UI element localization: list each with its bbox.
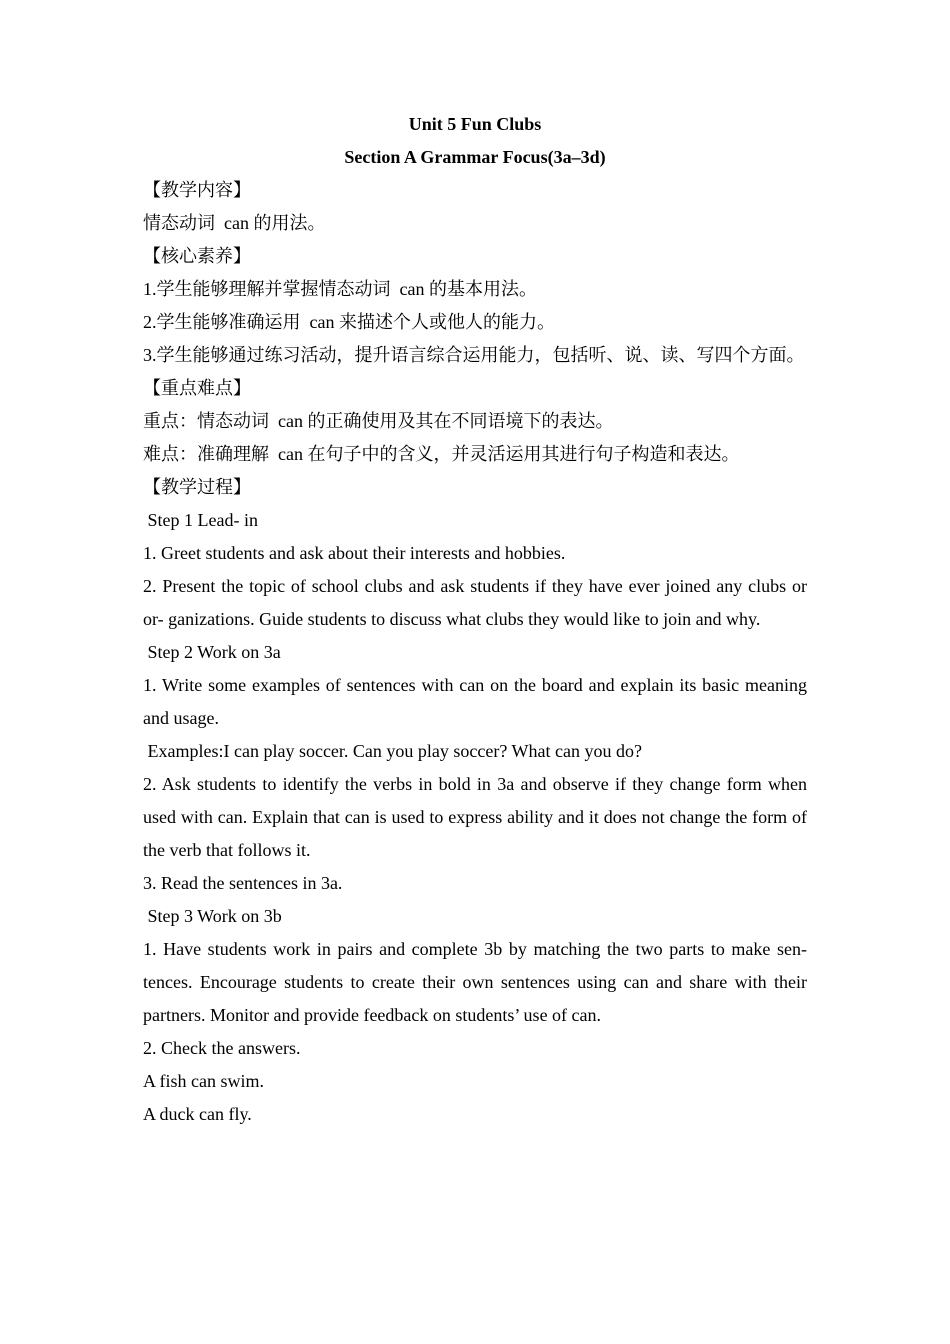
step2-item: 2. Ask students to identify the verbs in bold in 3a and observe if they change form when used with can. Explain that can is used to express ability and it does not change the form of the verb that follows it.	[143, 774, 812, 860]
keypoints-heading: 【重点难点】	[143, 378, 251, 398]
step2-examples: Examples:I can play soccer. Can you play soccer? What can you do?	[143, 741, 642, 761]
step1-item: 2. Present the topic of school clubs and ask students if they have ever joined any clubs or or- ganizations. Guide students to discuss what clubs they would like to join and why.	[143, 576, 812, 629]
literacy-item: 1.学生能够理解并掌握情态动词 can 的基本用法。	[143, 279, 537, 299]
content-text: 情态动词 can 的用法。	[143, 213, 326, 233]
process-heading: 【教学过程】	[143, 477, 251, 497]
step2-item: 1. Write some examples of sentences with can on the board and explain its basic meaning and usage.	[143, 675, 812, 728]
step1-heading: Step 1 Lead- in	[143, 510, 258, 530]
step3-item: 1. Have students work in pairs and complete 3b by matching the two parts to make sen- tences. Encourage students to create their own sentences using can and share with their partners. Monitor and provide feedback on students’ use of can.	[143, 939, 812, 1025]
step2-heading: Step 2 Work on 3a	[143, 642, 281, 662]
step3-item: 2. Check the answers.	[143, 1038, 301, 1058]
document-title: Unit 5 Fun Clubs	[408, 114, 542, 134]
step1-item: 1. Greet students and ask about their interests and hobbies.	[143, 543, 566, 563]
literacy-heading: 【核心素养】	[143, 246, 251, 266]
step2-item: 3. Read the sentences in 3a.	[143, 873, 343, 893]
document-page	[143, 108, 812, 1131]
answer-sentence: A fish can swim.	[143, 1071, 264, 1091]
answer-sentence: A duck can fly.	[143, 1104, 252, 1124]
content-heading: 【教学内容】	[143, 180, 251, 200]
difficult-point: 难点：准确理解 can 在句子中的含义，并灵活运用其进行句子构造和表达。	[143, 444, 740, 464]
literacy-item: 3.学生能够通过练习活动，提升语言综合运用能力，包括听、说、读、写四个方面。	[143, 345, 805, 365]
document-subtitle: Section A Grammar Focus(3a–3d)	[344, 147, 606, 167]
step3-heading: Step 3 Work on 3b	[143, 906, 282, 926]
literacy-item: 2.学生能够准确运用 can 来描述个人或他人的能力。	[143, 312, 555, 332]
key-point: 重点：情态动词 can 的正确使用及其在不同语境下的表达。	[143, 411, 614, 431]
